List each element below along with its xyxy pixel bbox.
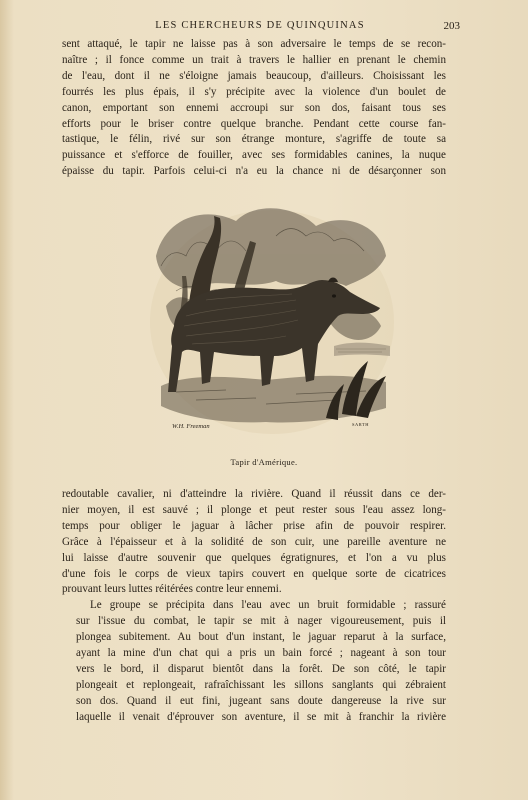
text-line: Grâce à l'épaisseur et à la solidité de son cuir, une pareille aventure ne bbox=[62, 535, 446, 548]
text-line: canon, emportant son ennemi accroupi sur son dos, faisant tous ses bbox=[62, 101, 446, 114]
text-line: laquelle il venait d'éprouver son aventure, il se mit à franchir la rivière bbox=[76, 710, 446, 723]
text-line: efforts pour le briser contre quelque branche. Pendant cette course fan- bbox=[62, 117, 446, 130]
tapir-engraving bbox=[146, 196, 398, 438]
text-line: sent attaqué, le tapir ne laisse pas à son adversaire le temps de se recon- bbox=[62, 38, 446, 50]
text-line: plongeait et replongeait, rafraîchissant les sillons sanglants qui zébraient bbox=[76, 678, 446, 691]
page-number: 203 bbox=[443, 20, 460, 32]
text-line: sur l'issue du combat, le tapir se mit à nager vigoureusement, puis il bbox=[76, 615, 446, 628]
text-line: Le groupe se précipita dans l'eau avec un bruit formidable ; rassuré bbox=[90, 599, 446, 612]
paragraph bbox=[62, 487, 446, 598]
tapir-eye bbox=[332, 294, 336, 297]
text-line: épaisse du tapir. Parfois celui-ci n'a eu la chance ni de désarçonner son bbox=[62, 165, 446, 178]
running-title: LES CHERCHEURS DE QUINQUINAS bbox=[155, 20, 365, 31]
text-line: vers le bord, il disparut bientôt dans la forêt. De son côté, le tapir bbox=[76, 662, 446, 675]
text-line: puissance et s'efforce de fouiller, avec ses formidables canines, la nuque bbox=[62, 149, 446, 162]
text-line: d'une fois le corps de vieux tapirs couvert en quelque sorte de cicatrices bbox=[62, 567, 446, 580]
running-head bbox=[60, 20, 460, 32]
text-line: fourrés les plus épais, il s'y précipite avec la violence d'un boulet de bbox=[62, 85, 446, 98]
text-line: prouvant leurs luttes réitérées contre leur ennemi. bbox=[62, 583, 282, 596]
text-line: de l'eau, dont il ne s'éloigne jamais beaucoup, d'ailleurs. Choisissant les bbox=[62, 69, 446, 82]
paragraph bbox=[62, 598, 446, 725]
engraver-signature: W.H. Freeman bbox=[172, 423, 210, 430]
figure-caption: Tapir d'Amérique. bbox=[230, 457, 298, 467]
text-line: lui laisse d'autre souvenir que quelques égratignures, et l'on a vu plus bbox=[62, 551, 446, 564]
paragraph bbox=[62, 37, 446, 180]
tapir-illustration bbox=[146, 196, 398, 438]
text-block-top bbox=[62, 37, 446, 180]
artist-signature: SARTH bbox=[352, 422, 369, 427]
text-line: nier moyen, il est sauvé ; il plonge et peut rester sous l'eau assez long- bbox=[62, 503, 446, 516]
text-block-bottom bbox=[62, 487, 446, 726]
text-line: ayant la mine d'un chat qui a pris un bain forcé ; nageant à son tour bbox=[76, 647, 446, 660]
text-line: temps pour obliger le jaguar à lâcher prise afin de pouvoir respirer. bbox=[62, 519, 446, 532]
text-line: naître ; il fonce comme un trait à travers le hallier en prenant le chemin bbox=[62, 53, 446, 66]
text-line: son dos. Quand il eut fini, jugeant sans doute dangereuse la rive sur bbox=[76, 694, 446, 707]
text-line: plongea subitement. Au bout d'un instant, le jaguar reparut à la surface, bbox=[76, 631, 446, 644]
text-line: tastique, le félin, rivé sur son étrange monture, s'agriffe de toute sa bbox=[62, 133, 446, 146]
text-line: redoutable cavalier, ni d'atteindre la rivière. Quand il réussit dans ce der- bbox=[62, 488, 446, 500]
